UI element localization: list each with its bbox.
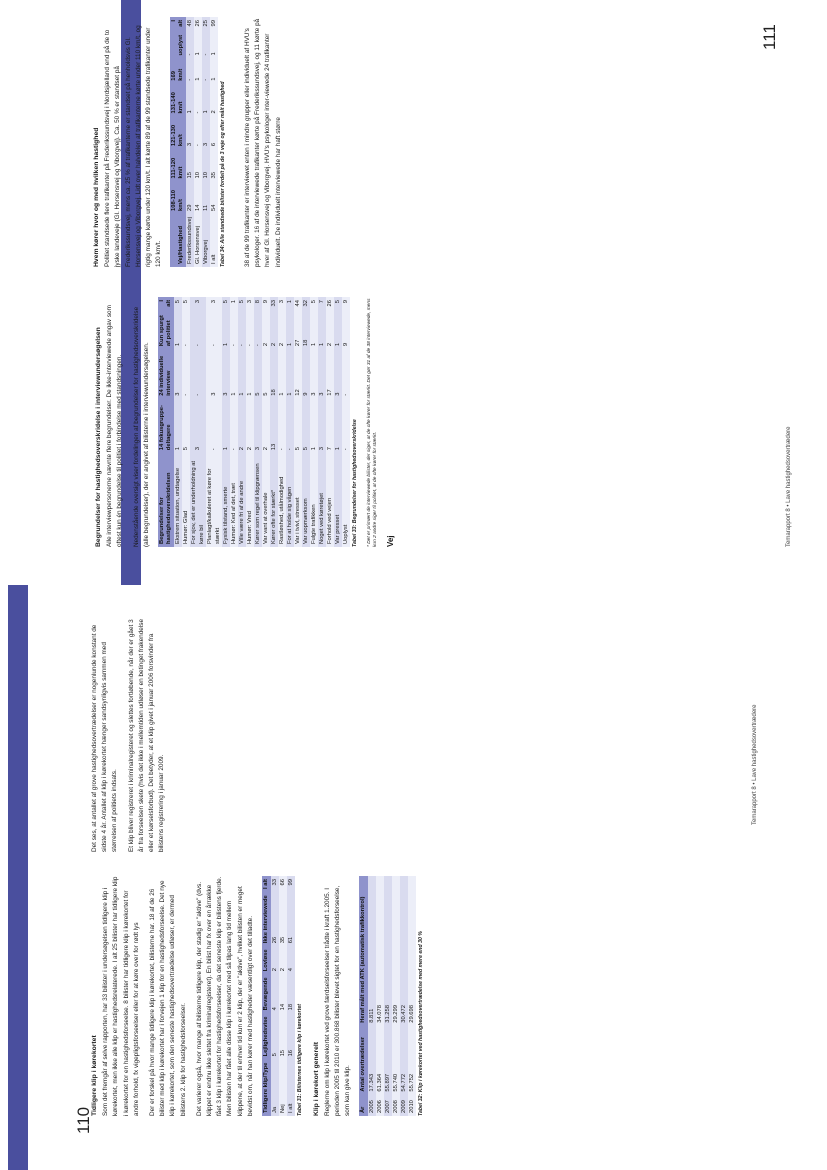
table-cell: 3 [318,399,326,453]
paragraph: Det varierer også, hvor mange af bilisterne tidligere klip, der stadig er "aktive" (dvs. klippet er endnu ikke slettet fra kriminalregisteret). En bilist har fx over en årrække fået 3 klip i kørekortet for hastighedsforseelser, da det seneste klip er bilistens fjerde. Men bilisten har fået alle disse klip i kørekortet med så tilpas lang tid mellem klippene, at der til enhver tid kun er 2 klip, der er "aktive", hvilket bilisten er meget bevidst om, når han kører med hastigheder væsentligt over det tilladte. [195,876,254,1116]
table-row [230,297,238,547]
table-cell: 9 [342,297,350,311]
table-cell: Kører ofte for stærkt* [270,453,278,547]
paragraph: 38 af de 99 trafikanter er interviewet enten i mindre grupper eller individuelt af HVU's psykologer. 16 af de interviewede trafikanter kørte på Frederikssundsvej, og 11 kørte på hver af Gl. Horsensvej og Viborgvej. HVU's psykologer inter-viewede 24 trafikanter individuelt. De individuelt interviewede har haft større [243,18,282,267]
table-cell: 1 [334,311,342,349]
table-34 [170,17,218,267]
table-cell: - [230,311,238,349]
table-header: I alt [158,297,174,311]
paragraph: Det ses, at antallet af grove hastighedsovertrædelser er nogenlunde konstant de sidste 4 år. Antallet af klip i kørekortet hænger sandsynligvis sammen med størrelsen af politiets indsats. [91,624,119,852]
table-cell: 5 [238,297,246,311]
table-cell: 3 [246,297,254,311]
table-cell: 1 [286,297,294,311]
table-cell: 17.343 [368,1026,376,1095]
table-cell: 1 [174,311,182,349]
table-cell: 9 [342,311,350,349]
table-cell: 5 [271,1013,279,1059]
table-row [182,297,190,547]
table-cell: 55.897 [384,1026,392,1095]
table-cell: 5 [174,297,182,311]
table-header: Lejlighedsvise [262,1013,271,1059]
table-row [302,297,310,547]
table-cell: For at holde sig vågen [286,453,294,547]
table-cell: 33 [271,876,279,892]
table-cell: 18 [302,311,310,349]
table-header: Begrundelser for hastighedsoverskridelsen [158,453,174,547]
header-bar [8,585,28,1170]
table-cell: 5 [182,297,190,311]
table-cell: - [254,311,262,349]
section-subheading: Hvem kører hvor og med hvilken hastighed [93,127,100,267]
table-cell: - [230,399,238,453]
table-cell: 3 [202,116,210,149]
table-header: 121-130 km/t [170,116,186,149]
table-cell: 2 [238,399,246,453]
table-cell: 1 [318,311,326,349]
paragraph: Reglerne om klip i kørekortet ved grove færdselsforseelser trådte i kraft 1.2005. I perioden 2005 til 2010 er 300.868 bilister blevet sigtet for en hastighedsforseelse, som kan give klip. [323,885,352,1116]
table-cell: 55.740 [392,1026,400,1095]
table-cell: 2 [278,311,286,349]
table-cell: 1 [174,399,182,453]
table-row [342,297,350,547]
table-cell: 5 [302,399,310,453]
table-row [190,297,206,547]
table-cell: 99 [287,876,295,892]
table-cell: 30.472 [400,876,408,1026]
table-cell: 3 [318,349,326,399]
table-row [238,297,246,547]
table-row [210,17,218,267]
table-cell: 4 [287,946,295,974]
table-caption: Tabel 33: Begrundelser for hastighedsoverskridelse [352,419,359,547]
table-header: uoplyst [170,32,186,59]
table-header: Antal overtrædelser [359,1026,368,1095]
table-row [194,17,202,267]
table-cell: 1 [238,349,246,399]
table-row [174,297,182,547]
table-cell: 3 [310,349,318,399]
table-cell: - [342,399,350,453]
section-heading: Begrundelser for hastighedsoverskridelse i interviewundersøgelsen [95,327,102,547]
table-cell: 7 [318,297,326,311]
table-cell: 2 [326,311,334,349]
table-cell: 3 [206,349,222,399]
table-cell: Planlagt/kalkuleret at køre for stærkt [206,453,222,547]
table-caption: Tabel 34: Alle standsede bilister fordelt på de 3 veje og efter målt hastighed [220,81,227,267]
table-cell: 61.364 [376,1026,384,1095]
table-cell: 11 [202,181,210,214]
table-31 [262,876,295,1116]
table-cell: 2008 [392,1095,400,1116]
table-row [202,17,210,267]
table-cell: 18 [287,974,295,1013]
table-cell: 6 [210,116,218,149]
table-cell: Uoplyst [342,453,350,547]
table-cell: 10 [202,149,210,181]
table-cell: Var i tvivl, stresset [294,453,302,547]
paragraph: Politiet standsede flere trafikanter på Frederikssundsvej i Nordsjælland end på de to jyske landeveje (Gl. Horsensvej og Viborgvej). Ca. 50 % er standset på Frederikssundsvej, mens ca. 25 % af trafikanterne er standset på henholdsvis Gl. Horsensvej og Viborgvej. Lidt over halvdelen af trafikanterne kørte under 110 km/t, og rigtig mange kørte under 120 km/t. I alt kørte 89 af de 99 standsede trafikanter under 120 km/t. [104,25,163,267]
table-row [278,297,286,547]
table-cell: - [342,349,350,399]
paragraph: Alle interviewpersonerne nævnte flere begrundelser. De ikke-interviewede angav som oftest kun én begrundelse til politiet i forbindelse med standsningen. [106,305,124,547]
table-row [376,876,384,1116]
table-cell: - [202,32,210,59]
table-header: Vej/Hastighed [170,214,186,267]
table-cell: 3 [174,349,182,399]
table-row [408,876,416,1116]
table-cell: 3 [278,297,286,311]
paragraph: Som det fremgår af selve rapporten, har 33 bilister i undersøgelsen tidligere klip i kørekortet, men ikke alle klip er hastighedsrelaterede. I alt 25 bilister har tidligere klip i kørekortet for en hastighedsforseelse. 8 bilister har tidligere klip i kørekortet for andre forhold, fx vigepligtsforseelser eller for at køre over for rødt lys [102,876,140,1116]
table-cell: 1 [194,59,202,84]
table-cell: 10 [194,149,202,181]
table-cell: 18 [270,349,278,399]
table-cell: 29.299 [392,876,400,1026]
table-cell: 1 [230,297,238,311]
table-cell: 3 [190,399,206,453]
table-row [262,297,270,547]
table-cell: 61 [287,892,295,946]
right-column-2 [92,17,290,267]
table-cell: - [206,311,222,349]
table-row [368,876,376,1116]
table-cell: 8 [254,297,262,311]
table-cell: 3 [206,297,222,311]
table-cell: 29 [186,181,194,214]
table-cell: Humør: Vred [246,453,254,547]
table-cell: Gl. Horsensvej [194,214,202,267]
table-cell: 16 [287,1013,295,1059]
table-cell: - [186,59,194,84]
table-cell: 5 [254,349,262,399]
table-cell: 1 [286,311,294,349]
table-header: 108-110 km/t [170,181,186,214]
table-cell: 33 [270,297,278,311]
table-cell: 1 [186,84,194,117]
table-cell: 54.772 [400,1026,408,1095]
table-cell: 17 [326,349,334,399]
table-cell: 5 [262,349,270,399]
table-cell: 26 [271,892,279,946]
table-cell: 8.811 [368,876,376,1026]
page-footer: Temarapport 8 • Lave hastighedsovertrædere [752,704,758,825]
table-cell: 3 [186,116,194,149]
table-cell: 1 [222,399,230,453]
table-cell: 2 [210,84,218,117]
table-cell: 1 [222,311,230,349]
table-cell: 3 [222,349,230,399]
table-row [400,876,408,1116]
table-cell: 32 [302,297,310,311]
page-footer: Temarapport 8 • Lave hastighedsovertrædere [786,426,792,547]
table-row [246,297,254,547]
table-cell: 99 [210,17,218,32]
table-cell: Noget ved køretøjet [318,453,326,547]
table-cell: Fysisk tilstand, smerte [222,453,230,547]
table-cell: 48 [186,17,194,32]
table-cell: 2 [262,399,270,453]
table-cell: Viborgvej [202,214,210,267]
table-cell: - [286,399,294,453]
table-cell: - [194,84,202,117]
table-cell: 2 [262,311,270,349]
table-cell: 2006 [376,1095,384,1116]
table-cell: 2009 [400,1095,408,1116]
table-cell: 1 [310,399,318,453]
table-cell: 1 [194,32,202,59]
table-row [392,876,400,1116]
table-row [326,297,334,547]
table-cell: 2 [271,946,279,974]
table-33 [158,297,350,547]
table-cell: - [238,311,246,349]
table-cell: 2 [270,311,278,349]
table-cell: 13 [270,399,278,453]
table-cell: 5 [294,399,302,453]
table-cell: 31.258 [384,876,392,1026]
table-cell: I alt [287,1059,295,1116]
table-cell: 2007 [384,1095,392,1116]
table-cell: - [246,311,254,349]
table-cell: 1 [210,59,218,84]
table-cell: 9 [262,297,270,311]
table-cell: - [186,32,194,59]
table-cell: Fulgte trafikken [310,453,318,547]
table-row [279,876,287,1116]
table-row [287,876,295,1116]
table-cell: 14 [194,181,202,214]
table-header: I alt [262,876,271,892]
table-row [222,297,230,547]
table-cell: 3 [190,297,206,311]
table-cell: - [190,311,206,349]
table-cell: 5 [182,399,190,453]
table-cell: 25 [202,17,210,32]
table-row [310,297,318,547]
table-header: 131-140 km/t [170,84,186,117]
table-row [270,297,278,547]
table-row [186,17,194,267]
table-cell: Var uopmærksom [302,453,310,547]
table-cell: 35 [210,149,218,181]
table-caption: Tabel 31: Bilisternes tidligere klip i kørekortet [297,1004,304,1116]
table-header: 169 km/t [170,59,186,84]
table-cell: 2005 [368,1095,376,1116]
table-cell: 26 [326,297,334,311]
table-cell: 44 [294,297,302,311]
table-cell: Rastløshed, utålmodighed [278,453,286,547]
table-cell: 1 [286,349,294,399]
table-row [206,297,222,547]
table-cell: 27 [294,311,302,349]
table-cell: Ekstrem situation, undtagelse [174,453,182,547]
table-row [286,297,294,547]
table-caption: Tabel 32: Klip i kørekortet ved hastighedsovertrædelse med mere end 30 % [418,931,425,1116]
table-header: Ikke interviewede [262,892,271,946]
right-column-1 [94,297,400,547]
table-cell: - [194,116,202,149]
table-header: Tidligere klip/Type [262,1059,271,1116]
paragraph: Nedenstående oversigt viser fordelingen af begrundelser for hastighedsoverskridelse (alle begrundelser), der er angivet af bilisterne i interviewundersøgelsen. [132,306,150,547]
table-row [384,876,392,1116]
table-cell: 12 [294,349,302,399]
table-cell: 55.752 [408,1026,416,1095]
page-110 [0,585,827,1170]
table-cell: 35 [279,892,287,946]
table-header: Lovløse [262,946,271,974]
table-cell: Humør: Ked af det, træt [230,453,238,547]
table-header: Heraf målt med ATK (automatisk trafikkontrol) [359,876,368,1026]
table-cell: 3 [334,349,342,399]
table-cell: 1 [310,311,318,349]
table-cell: 2 [279,946,287,974]
table-cell: - [190,349,206,399]
left-column-2 [90,612,173,852]
table-header: Bevægende [262,974,271,1013]
table-row [318,297,326,547]
table-cell: 2 [246,399,254,453]
table-header: Kun spurgt af politiet [158,311,174,349]
table-header: 111-120 km/t [170,149,186,181]
table-header: 24 individuelle interview [158,349,174,399]
table-header: I alt [170,17,186,32]
table-header: År [359,1095,368,1116]
table-cell: - [182,311,190,349]
table-cell: 4 [271,974,279,1013]
table-row [254,297,262,547]
table-cell: 5 [310,297,318,311]
table-cell: 7 [326,399,334,453]
table-note: * Det er primært de interviewede bilister, der siger, at de ofte kører for stærkt. Det gør 31 af de 38 interviewede, mens kun 2 andre siger til politiet, at de ofte kører for stærkt. [366,298,378,547]
table-cell: 1 [246,349,254,399]
table-cell: - [278,399,286,453]
table-cell: 3 [254,399,262,453]
table-header: 14 fokusgruppe-deltagere [158,399,174,453]
table-cell: 15 [186,149,194,181]
table-cell: 15 [279,1013,287,1059]
table-cell: 29.698 [408,876,416,1026]
table-cell: 2010 [408,1095,416,1116]
table-cell: Frederikssundsvej [186,214,194,267]
table-cell: - [206,399,222,453]
table-cell: Var presset [334,453,342,547]
table-cell: For sjov, det er underholdning at køre bil [190,453,206,547]
table-cell: 1 [230,349,238,399]
table-row [294,297,302,547]
table-cell: 5 [334,297,342,311]
section-heading: Vej [385,535,395,547]
table-cell: 34.078 [376,876,384,1026]
table-cell: 54 [210,181,218,214]
page-number: 110 [74,1106,93,1134]
table-cell: Ville være fri af de andre [238,453,246,547]
table-cell: - [182,349,190,399]
table-cell: 14 [279,974,287,1013]
table-cell: Nej [279,1059,287,1116]
page-number: 111 [760,24,779,50]
table-cell: Var vant at overhale [262,453,270,547]
table-row [271,876,279,1116]
table-cell: 9 [302,349,310,399]
table-cell: 1 [278,349,286,399]
section-heading: Klip i kørekort generelt [312,1041,320,1116]
section-heading: Tidligere klip i kørekortet [91,1035,98,1116]
table-cell: 66 [279,876,287,892]
table-cell: Kører som regel til klipgrænsen [254,453,262,547]
table-cell: Humør: Glad [182,453,190,547]
left-column-1 [90,876,433,1116]
paragraph: Der er forskel på hvor mange tidligere klip i kørekortet, bilisterne har. 18 af de 26 bilister med klip i kørekortet har i forvejen 1 klip for en hastighedsforseelse. Det nye klip i kørekortet, som den seneste hastighedsovertrædelse udløser, er dermed bilistens 2. klip for hastighedsforseelser. [149,880,187,1116]
table-row [334,297,342,547]
table-32 [359,876,416,1116]
table-cell: 5 [222,297,230,311]
table-cell: Forhold ved vejen [326,453,334,547]
table-cell: - [202,59,210,84]
table-cell: I alt [210,214,218,267]
table-cell: 26 [194,17,202,32]
paragraph: Et klip bliver registreret i kriminalregisteret og slettes fortløbende, når der er gået 3 år fra forseelsen skete (hvis det ikke i mellemtiden udløser en betinget frakendelse eller et kørselsforbud). Det betyder, at et klip givet i januar 2006 forsvinder fra bilistens registrering i januar 2009. [127,618,166,852]
table-cell: Ja [271,1059,279,1116]
table-cell: 1 [210,32,218,59]
table-cell: 1 [202,84,210,117]
table-cell: 1 [334,399,342,453]
